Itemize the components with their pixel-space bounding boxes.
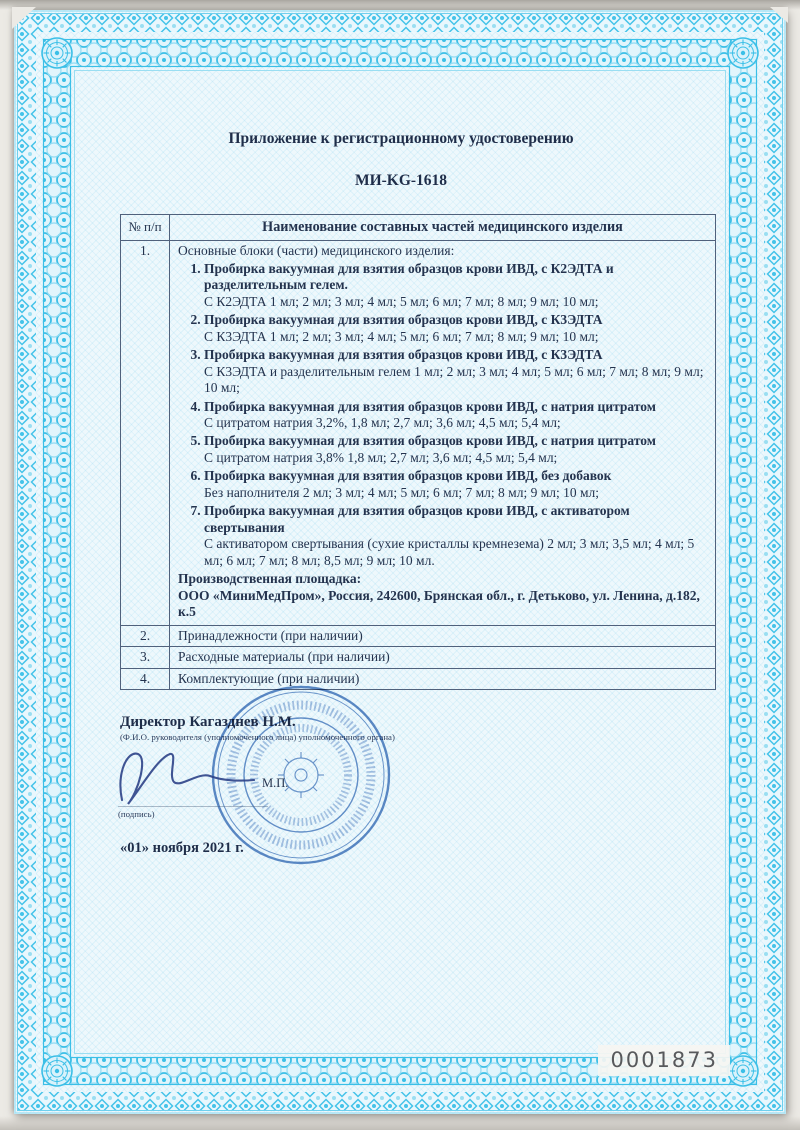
component-item (204, 399, 707, 432)
production-site-label: Производственная площадка: (178, 571, 362, 587)
component-item (204, 433, 707, 466)
row-main-cell (170, 241, 716, 625)
signature (112, 742, 262, 814)
row-name: Расходные материалы (при наличии) (170, 647, 716, 668)
col-header-num: № п/п (121, 215, 170, 241)
component-item (204, 347, 707, 396)
component-item-desc: С К3ЭДТА и разделительным гелем 1 мл; 2 мл; 3 мл; 4 мл; 5 мл; 6 мл; 7 мл; 8 мл; 9 мл; 10 мл; (204, 363, 704, 396)
col-header-name: Наименование составных частей медицинского изделия (170, 215, 716, 241)
table-row (121, 647, 716, 668)
component-item-desc: Без наполнителя 2 мл; 3 мл; 4 мл; 5 мл; 6 мл; 7 мл; 8 мл; 9 мл; 10 мл; (204, 484, 600, 500)
components-intro: Основные блоки (части) медицинского изделия: (178, 243, 455, 259)
row-number: 2. (121, 625, 170, 646)
component-item (204, 312, 707, 345)
signature-row (120, 742, 722, 838)
page-corner-fold-left (12, 7, 36, 29)
table-row-main (121, 241, 716, 625)
row-number: 4. (121, 668, 170, 689)
component-item-desc: С цитратом натрия 3,8% 1,8 мл; 2,7 мл; 3,6 мл; 4,5 мл; 5,4 мл; (204, 449, 558, 465)
component-item-title: 2. Пробирка вакуумная для взятия образцов крови ИВД, с К3ЭДТА (204, 312, 603, 328)
production-site-value: ООО «МиниМедПром», Россия, 242600, Брянская обл., г. Детьково, ул. Ленина, д.182, к.5 (178, 587, 700, 620)
component-item (204, 261, 707, 310)
serial-number: 0001873 (598, 1045, 730, 1076)
component-item-desc: С цитратом натрия 3,2%, 1,8 мл; 2,7 мл; 3,6 мл; 4,5 мл; 5,4 мл; (204, 415, 561, 430)
row-number: 1. (121, 241, 170, 625)
components-list (178, 261, 707, 569)
table-row (121, 625, 716, 646)
component-item-title: 7. Пробирка вакуумная для взятия образцов крови ИВД, с активатором свертывания (204, 503, 630, 535)
signature-block (120, 714, 722, 857)
component-item-title: 6. Пробирка вакуумная для взятия образцов крови ИВД, без добавок (204, 468, 612, 484)
director-name: Директор Кагазднев Н.М. (120, 714, 296, 731)
component-item-title: 3. Пробирка вакуумная для взятия образцов крови ИВД, с К3ЭДТА (204, 347, 603, 363)
stamp-place-label: М.П. (262, 776, 289, 791)
component-item-desc: С активатором свертывания (сухие кристаллы кремнезема) 2 мл; 3 мл; 3,5 мл; 4 мл; 5 мл; 6 мл; 7 мл; 8 мл; 8,5 мл; 9 мл; 10 мл. (204, 536, 695, 568)
component-item-title: 4. Пробирка вакуумная для взятия образцов крови ИВД, с натрия цитратом (204, 398, 656, 414)
issue-date: «01» ноября 2021 г. (120, 840, 244, 857)
row-name: Принадлежности (при наличии) (170, 625, 716, 646)
document-content (80, 72, 722, 1054)
components-table (120, 214, 716, 690)
component-item-title: 1. Пробирка вакуумная для взятия образцов крови ИВД, с К2ЭДТА и разделительным гелем. (204, 260, 614, 293)
page-corner-fold-right (770, 7, 788, 23)
signature-note: (подпись) (118, 806, 268, 819)
row-name: Комплектующие (при наличии) (170, 668, 716, 689)
component-item (204, 468, 707, 501)
component-item-title: 5. Пробирка вакуумная для взятия образцов крови ИВД, с натрия цитратом (204, 433, 656, 449)
doc-number: МИ-KG-1618 (354, 172, 448, 189)
component-item-desc: С К2ЭДТА 1 мл; 2 мл; 3 мл; 4 мл; 5 мл; 6 мл; 7 мл; 8 мл; 9 мл; 10 мл; (204, 293, 599, 309)
table-header-row (121, 215, 716, 241)
row-number: 3. (121, 647, 170, 668)
component-item-desc: С К3ЭДТА 1 мл; 2 мл; 3 мл; 4 мл; 5 мл; 6 мл; 7 мл; 8 мл; 9 мл; 10 мл; (204, 328, 599, 344)
table-row (121, 668, 716, 689)
page-title: Приложение к регистрационному удостоверению (228, 130, 574, 147)
component-item (204, 503, 707, 569)
certificate-page (14, 10, 786, 1114)
director-note: (Ф.И.О. руководителя (уполномоченного лица) уполномоченного органа) (120, 732, 395, 743)
